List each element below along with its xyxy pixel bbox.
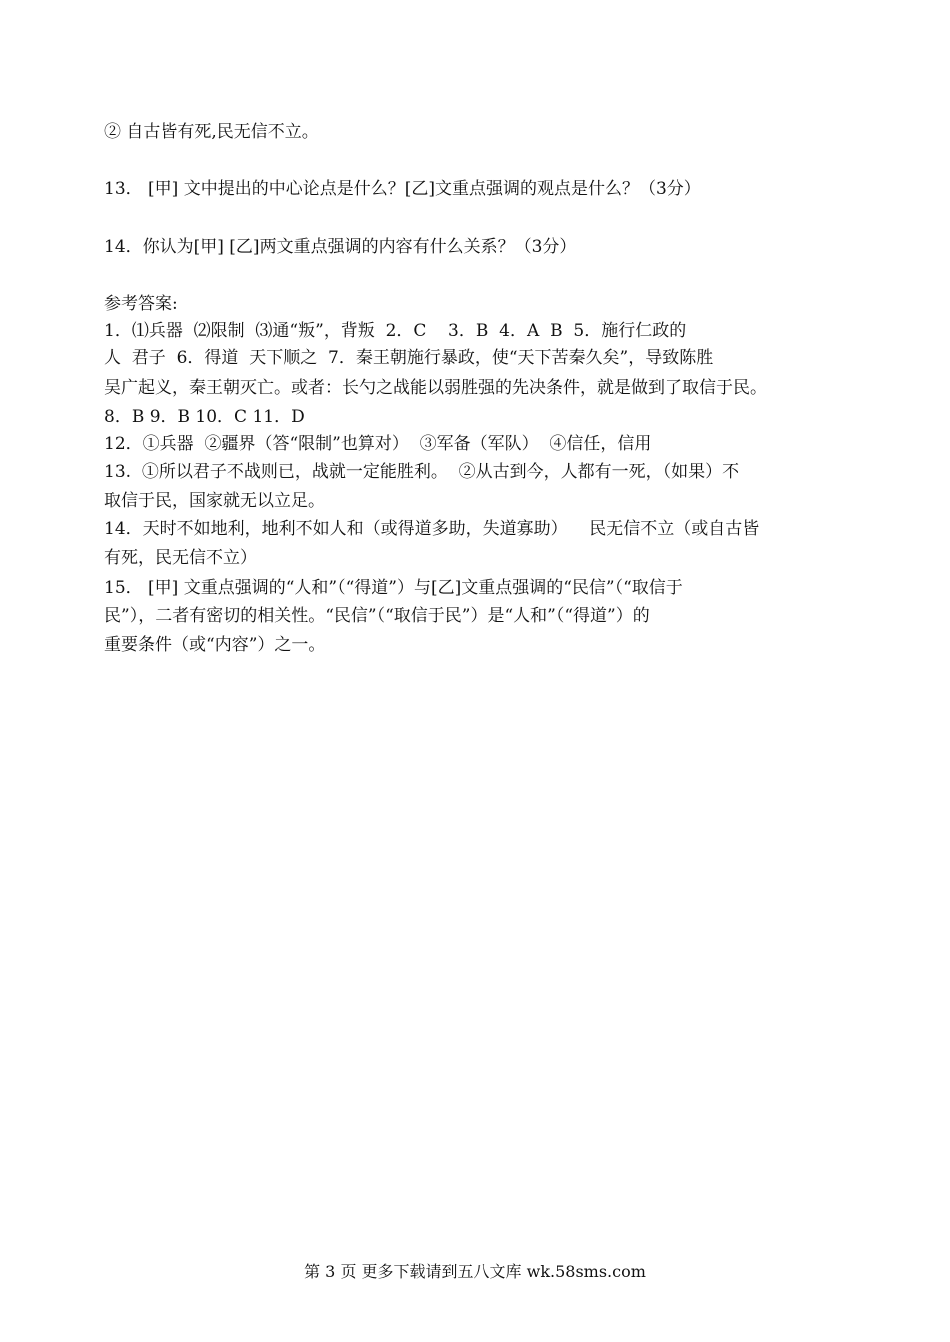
page-footer: 第 3 页 更多下载请到五八文库 wk.58sms.com [304,1262,646,1281]
question-item-2: ② 自古皆有死,民无信不立。 [104,122,319,142]
answer-line: 1．⑴兵器 ⑵限制 ⑶通“叛”，背叛 2．C 3．B 4．A B 5．施行仁政的 [104,321,687,341]
answers-heading: 参考答案: [104,294,178,314]
answer-line: 人 君子 6．得道 天下顺之 7．秦王朝施行暴政，使“天下苦秦久矣”，导致陈胜 [104,348,714,368]
question-13: 13． [甲] 文中提出的中心论点是什么？[乙]文重点强调的观点是什么？（3分） [104,179,701,199]
answer-line: 取信于民，国家就无以立足。 [104,491,325,511]
answer-line: 13. ①所以君子不战则已，战就一定能胜利。 ②从古到今，人都有一死，（如果）不 [104,462,740,482]
answer-line: 有死，民无信不立） [104,548,257,568]
answer-line: 民”），二者有密切的相关性。“民信”（“取信于民”）是“人和”（“得道”）的 [104,606,650,626]
question-14: 14．你认为[甲] [乙]两文重点强调的内容有什么关系？（3分） [104,237,577,257]
answer-line: 15． [甲] 文重点强调的“人和”（“得道”）与[乙]文重点强调的“民信”（“取信于 [104,578,683,598]
answer-line: 12．①兵器 ②疆界（答“限制”也算对） ③军备（军队） ④信任，信用 [104,434,652,454]
answer-line: 14．天时不如地利，地利不如人和（或得道多助，失道寡助） 民无信不立（或自古皆 [104,519,760,539]
answer-line: 吴广起义，秦王朝灭亡。或者：长勺之战能以弱胜强的先决条件，就是做到了取信于民。 [104,378,767,398]
answer-line: 重要条件（或“内容”）之一。 [104,635,326,655]
answer-line: 8．B 9．B 10．C 11．D [104,407,305,427]
